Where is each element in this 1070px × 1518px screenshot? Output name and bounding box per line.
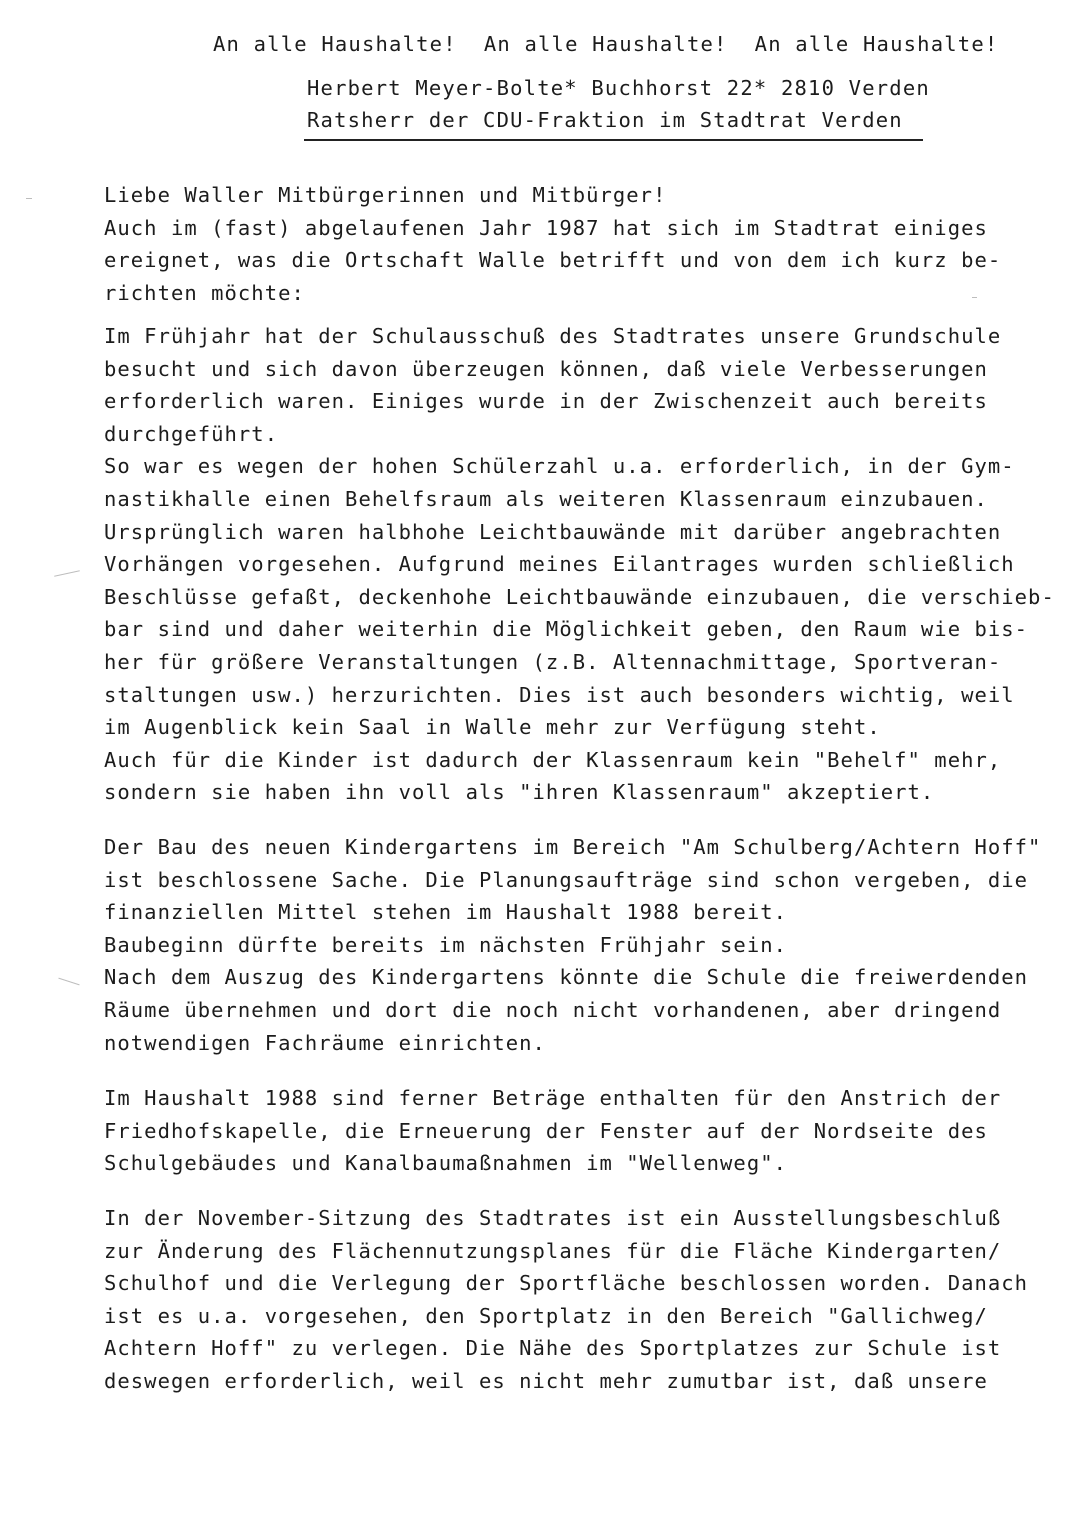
text-line: zur Änderung des Flächennutzungsplanes für die Fläche Kindergarten/ <box>104 1238 1002 1263</box>
text-line: ist es u.a. vorgesehen, den Sportplatz in den Bereich "Gallichweg/ <box>104 1303 988 1328</box>
text-line: Ursprünglich waren halbhohe Leichtbauwände mit darüber angebrachten <box>104 519 1002 544</box>
text-line: So war es wegen der hohen Schülerzahl u.a. erforderlich, in der Gym- <box>104 454 1015 479</box>
text-line: deswegen erforderlich, weil es nicht mehr zumutbar ist, daß unsere <box>104 1368 988 1393</box>
text-line: notwendigen Fachräume einrichten. <box>104 1030 546 1055</box>
text-line: besucht und sich davon überzeugen können, daß viele Verbesserungen <box>104 356 988 381</box>
text-line: Achtern Hoff" zu verlegen. Die Nähe des Sportplatzes zur Schule ist <box>104 1336 1002 1361</box>
header-author: Herbert Meyer-Bolte* Buchhorst 22* 2810 Verden <box>307 76 930 100</box>
text-line: Baubeginn dürfte bereits im nächsten Frühjahr sein. <box>104 932 787 957</box>
text-line: durchgeführt. <box>104 421 279 446</box>
text-line: In der November-Sitzung des Stadtrates ist ein Ausstellungsbeschluß <box>104 1206 1002 1230</box>
text-line: Auch für die Kinder ist dadurch der Klassenraum kein "Behelf" mehr, <box>104 747 1002 772</box>
text-line: Der Bau des neuen Kindergartens im Bereich "Am Schulberg/Achtern Hoff" <box>104 835 1042 859</box>
paragraph-land-use-plan <box>104 1202 1054 1398</box>
text-line: nastikhalle einen Behelfsraum als weiteren Klassenraum einzubauen. <box>104 486 988 511</box>
text-line: sondern sie haben ihn voll als "ihren Klassenraum" akzeptiert. <box>104 780 935 805</box>
text-line: Auch im (fast) abgelaufenen Jahr 1987 hat sich im Stadtrat einiges <box>104 215 988 240</box>
paragraph-greeting <box>104 179 1054 309</box>
text-line: Beschlüsse gefaßt, deckenhohe Leichtbauwände einzubauen, die verschieb- <box>104 584 1055 609</box>
text-line: ereignet, was die Ortschaft Walle betrifft und von dem ich kurz be- <box>104 248 1002 273</box>
text-line: her für größere Veranstaltungen (z.B. Altennachmittage, Sportveran- <box>104 649 1002 674</box>
header-appeal: An alle Haushalte! An alle Haushalte! An alle Haushalte! <box>213 32 999 56</box>
text-line: im Augenblick kein Saal in Walle mehr zur Verfügung steht. <box>104 715 881 740</box>
text-line: finanziellen Mittel stehen im Haushalt 1988 bereit. <box>104 900 787 925</box>
text-line: Liebe Waller Mitbürgerinnen und Mitbürger! <box>104 183 667 207</box>
paragraph-budget <box>104 1082 1054 1180</box>
text-line: Schulhof und die Verlegung der Sportfläche beschlossen worden. Danach <box>104 1271 1029 1296</box>
scan-mark <box>26 198 32 199</box>
paragraph-school-visit <box>104 320 1054 809</box>
text-line: Im Frühjahr hat der Schulausschuß des Stadtrates unsere Grundschule <box>104 324 1002 348</box>
text-line: richten möchte: <box>104 280 305 305</box>
text-line: ist beschlossene Sache. Die Planungsaufträge sind schon vergeben, die <box>104 867 1029 892</box>
text-line: Nach dem Auszug des Kindergartens könnte die Schule die freiwerdenden <box>104 965 1029 990</box>
text-line: Vorhängen vorgesehen. Aufgrund meines Eilantrages wurden schließlich <box>104 552 1015 577</box>
scan-mark <box>54 570 80 576</box>
text-line: erforderlich waren. Einiges wurde in der Zwischenzeit auch bereits <box>104 389 988 414</box>
header-role: Ratsherr der CDU-Fraktion im Stadtrat Verden <box>307 108 903 132</box>
scan-mark <box>58 978 79 986</box>
text-line: Im Haushalt 1988 sind ferner Beträge enthalten für den Anstrich der <box>104 1086 1002 1110</box>
paragraph-kindergarten <box>104 831 1054 1059</box>
text-line: Friedhofskapelle, die Erneuerung der Fenster auf der Nordseite des <box>104 1118 988 1143</box>
text-line: Räume übernehmen und dort die noch nicht vorhandenen, aber dringend <box>104 997 1002 1022</box>
header-divider <box>304 139 923 141</box>
text-line: Schulgebäudes und Kanalbaumaßnahmen im "Wellenweg". <box>104 1151 787 1176</box>
text-line: bar sind und daher weiterhin die Möglichkeit geben, den Raum wie bis- <box>104 617 1029 642</box>
text-line: staltungen usw.) herzurichten. Dies ist auch besonders wichtig, weil <box>104 682 1015 707</box>
